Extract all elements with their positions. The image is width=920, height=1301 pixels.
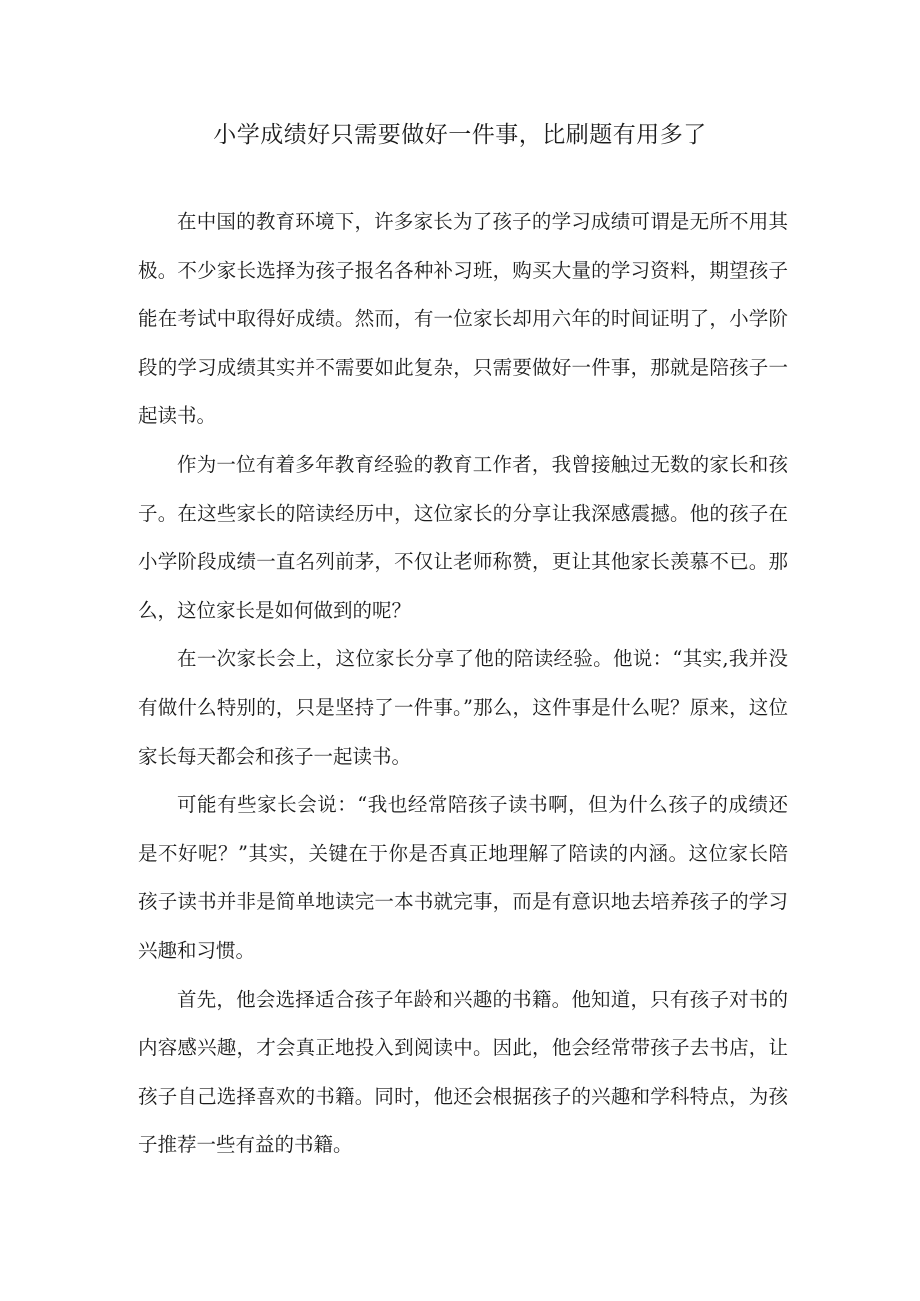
- document-body: [138, 198, 788, 1170]
- document-title: 小学成绩好只需要做好一件事，比刷题有用多了: [213, 122, 707, 148]
- paragraph-2: 作为一位有着多年教育经验的教育工作者，我曾接触过无数的家长和孩子。在这些家长的陪读经历中，这位家长的分享让我深感震撼。他的孩子在小学阶段成绩一直名列前茅，不仅让老师称赞，更让其他家长羡慕不已。那么，这位家长是如何做到的呢？: [138, 452, 788, 622]
- paragraph-1: 在中国的教育环境下，许多家长为了孩子的学习成绩可谓是无所不用其极。不少家长选择为孩子报名各种补习班，购买大量的学习资料，期望孩子能在考试中取得好成绩。然而，有一位家长却用六年的时间证明了，小学阶段的学习成绩其实并不需要如此复杂，只需要做好一件事，那就是陪孩子一起读书。: [138, 210, 788, 428]
- paragraph-5: 首先，他会选择适合孩子年龄和兴趣的书籍。他知道，只有孩子对书的内容感兴趣，才会真正地投入到阅读中。因此，他会经常带孩子去书店，让孩子自己选择喜欢的书籍。同时，他还会根据孩子的兴趣和学科特点，为孩子推荐一些有益的书籍。: [138, 987, 788, 1157]
- paragraph-3: 在一次家长会上，这位家长分享了他的陪读经验。他说：“其实,我并没有做什么特别的，只是坚持了一件事。”那么，这件事是什么呢？原来，这位家长每天都会和孩子一起读书。: [138, 647, 788, 768]
- paragraph-4: 可能有些家长会说：“我也经常陪孩子读书啊，但为什么孩子的成绩还是不好呢？”其实，关键在于你是否真正地理解了陪读的内涵。这位家长陪孩子读书并非是简单地读完一本书就完事，而是有意识地去培养孩子的学习兴趣和习惯。: [138, 793, 788, 962]
